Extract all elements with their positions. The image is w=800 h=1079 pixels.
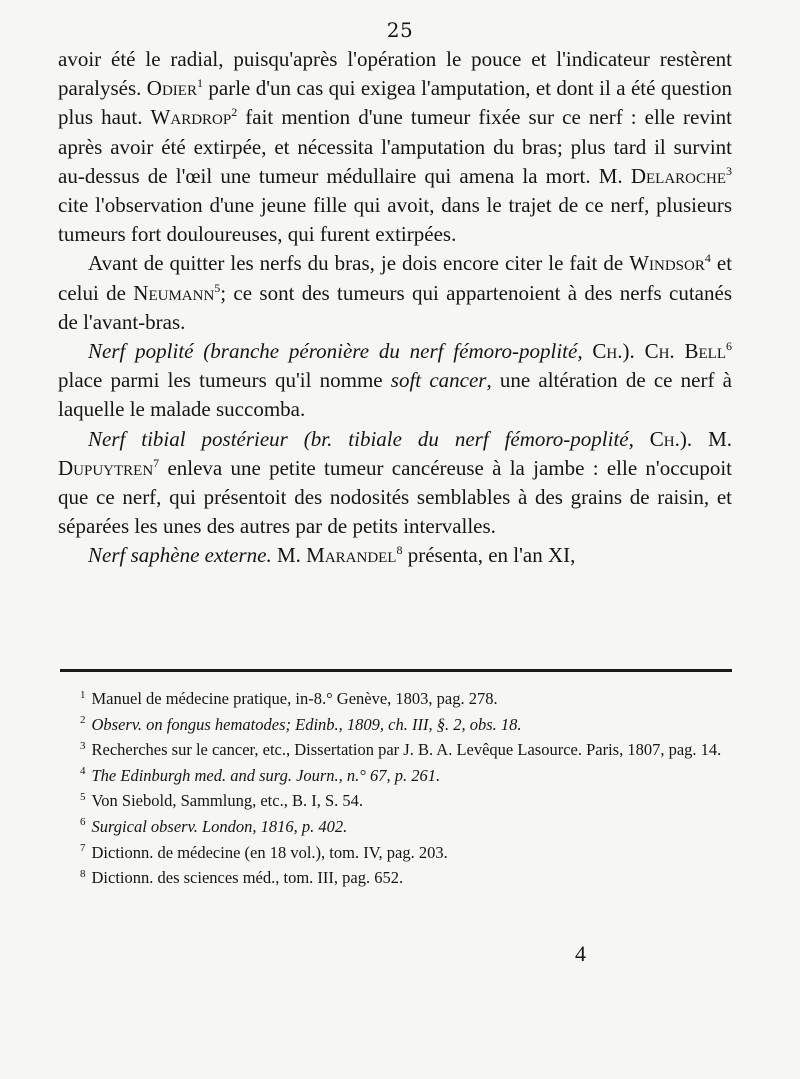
footnote-marker: 6 [80,816,86,829]
heading-close: ). [622,339,635,364]
footnote-marker: 5 [80,790,86,803]
footnote-ref: 6 [726,339,732,354]
author-name: Dupuytren [58,455,154,480]
paragraph-text: ; ce sont des tumeurs qui appartenoient à des nerfs cutanés de l'avant-bras. [58,280,732,334]
footnote-ref: 5 [214,280,221,295]
paragraph-text: , une altération de ce nerf à laquelle le malade succomba. [58,368,732,422]
footnote-text: Von Siebold, Sammlung, etc., B. I, S. 54. [91,791,363,811]
footnote-text: The Edinburgh med. and surg. Journ., n.° 67, p. 261. [91,765,441,785]
paragraph-text: fait mention d'une tumeur fixée sur ce nerf : elle revint après avoir été extirpée, et nécessita l'amputation du bras; plus tard il survint au-dessus de l'œil une tumeur médullaire qui amena la mort. M. [58,105,733,188]
section-heading: Nerf tibial postérieur (br. tibiale du nerf fémoro-poplité, [88,426,634,451]
paragraph-1 [58,45,732,249]
footnote-text: Surgical observ. London, 1816, p. 402. [91,816,348,836]
footnote-text: Dictionn. des sciences méd., tom. III, pag. 652. [91,868,404,888]
paragraph-text: Avant de quitter les nerfs du bras, je dois encore citer le fait de [88,251,624,276]
section-heading: Nerf poplité (branche péronière du nerf fémoro-poplité, [88,339,583,364]
footnote [60,840,732,866]
footnote-marker: 8 [80,867,86,880]
footnote-text: Recherches sur le cancer, etc., Dissertation par J. B. A. Levêque Lasource. Paris, 1807, pag. 14. [91,740,722,760]
footnote-ref: 3 [726,163,732,178]
footnote-ref: 8 [396,543,403,558]
paragraph-5 [58,541,732,570]
footnote [60,686,732,712]
footnote [60,737,732,763]
footnote-marker: 7 [80,842,86,855]
footnote-marker: 3 [80,739,86,752]
author-name: Neumann [133,280,215,305]
paragraph-text: et celui de [58,251,733,305]
footnote [60,712,732,738]
paragraph-3 [58,337,732,425]
author-name: Wardrop [150,105,232,130]
author-name: Ch. Bell [644,339,726,364]
main-text [58,45,732,571]
section-heading: Nerf saphène externe. [88,543,272,568]
footnote [60,788,732,814]
author-name: Marandel [306,543,397,568]
author-abbrev: Ch. [649,426,680,451]
paragraph-text: M. [708,426,733,451]
footnote-ref: 4 [704,251,711,266]
paragraph-text: parle d'un cas qui exigea l'amputation, et dont il a été question plus haut. [58,76,732,130]
paragraph-text: M. [276,543,301,568]
footnote-divider [60,669,732,672]
footnote-text: Manuel de médecine pratique, in-8.° Genève, 1803, pag. 278. [91,689,498,708]
author-name: Delaroche [630,163,726,188]
paragraph-text: place parmi les tumeurs qu'il nomme [58,368,383,393]
term: soft cancer [390,368,487,393]
page-number: 25 [386,18,414,42]
paragraph-text: présenta, en l'an XI, [407,543,576,568]
footnote-ref: 1 [196,76,203,91]
author-name: Windsor [629,251,705,276]
footnote [60,814,732,840]
paragraph-text: cite l'observation d'une jeune fille qui avoit, dans le trajet de ce nerf, plusieurs tumeurs fort douloureuses, qui furent extirpées. [58,193,732,247]
heading-close: ). [679,426,693,451]
paragraph-text: enleva une petite tumeur cancéreuse à la jambe : elle n'occupoit que ce nerf, qui présentoit des nodosités semblables à des grains de raisin, et séparées les unes des autres par de petits intervalles. [58,455,732,539]
footnote-text: Observ. on fongus hematodes; Edinb., 1809, ch. III, §. 2, obs. 18. [91,714,522,734]
signature-mark: 4 [575,941,586,966]
footnote-marker: 2 [80,714,86,727]
footnote-text: Dictionn. de médecine (en 18 vol.), tom. IV, pag. 203. [91,842,448,862]
paragraph-text: avoir été le radial, puisqu'après l'opération le pouce et l'indicateur restèrent paralysés. [58,47,732,101]
footnote-ref: 2 [231,105,238,120]
paragraph-4 [58,425,732,542]
footnote [60,865,732,891]
footnote-marker: 4 [80,765,86,778]
author-abbrev: Ch. [592,339,623,364]
footnotes [60,686,732,891]
author-name: Odier [146,76,197,101]
paragraph-2 [58,249,732,337]
footnote [60,763,732,789]
footnote-ref: 7 [153,455,160,470]
footnote-marker: 1 [80,688,86,701]
